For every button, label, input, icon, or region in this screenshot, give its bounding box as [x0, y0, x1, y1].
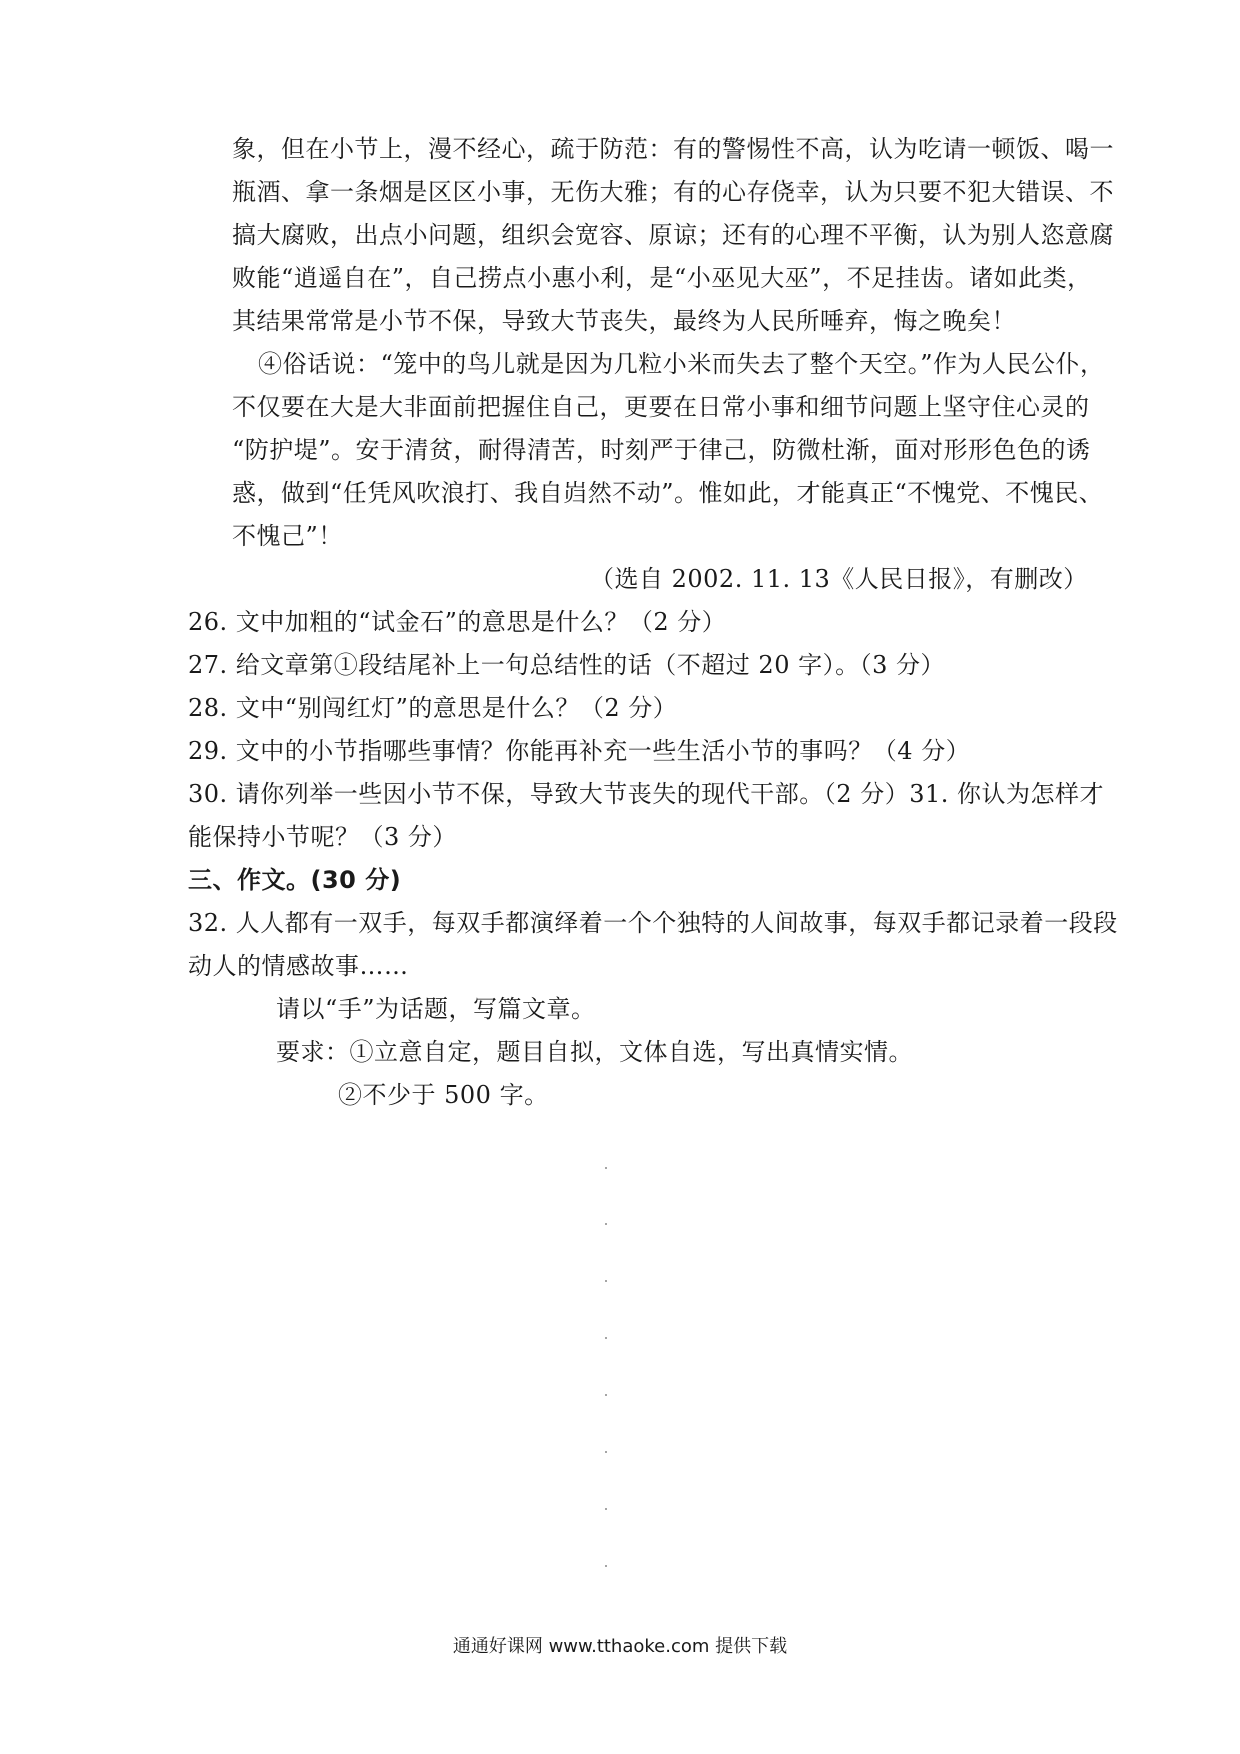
footer-credit: 通通好课网 www.tthaoke.com 提供下载 [452, 1636, 788, 1657]
question-28: 28. 文中“别闯红灯”的意思是什么？（2 分） [188, 694, 678, 722]
passage-source: （选自 2002. 11. 13《人民日报》，有删改） [590, 565, 1088, 593]
section-title: 三、作文。(30 分) [188, 866, 402, 894]
passage-line: 不仅要在大是大非面前把握住自己，更要在日常小事和细节问题上坚守住心灵的 [232, 393, 1090, 421]
scan-dot [605, 1565, 607, 1567]
question-29: 29. 文中的小节指哪些事情？你能再补充一些生活小节的事吗？（4 分） [188, 737, 971, 765]
scan-dot [605, 1451, 607, 1453]
passage-line: 惑，做到“任凭风吹浪打、我自岿然不动”。惟如此，才能真正“不愧党、不愧民、 [232, 479, 1104, 507]
scan-dot [605, 1394, 607, 1396]
passage-line: 不愧己”！ [232, 522, 343, 550]
passage-line: 败能“逍遥自在”，自己捞点小惠小利，是“小巫见大巫”，不足挂齿。诸如此类， [232, 264, 1092, 292]
question-30-31: 30. 请你列举一些因小节不保，导致大节丧失的现代干部。（2 分）31. 你认为怎样才 [188, 780, 1104, 808]
essay-topic: 请以“手”为话题，写篇文章。 [276, 995, 596, 1023]
scan-dot [605, 1280, 607, 1282]
scan-dot [605, 1167, 607, 1169]
passage-line: 搞大腐败，出点小问题，组织会宽容、原谅；还有的心理不平衡，认为别人恣意腐 [232, 221, 1114, 249]
essay-requirement-2: ②不少于 500 字。 [338, 1081, 549, 1109]
passage-line: 瓶酒、拿一条烟是区区小事，无伤大雅；有的心存侥幸，认为只要不犯大错误、不 [232, 178, 1114, 206]
essay-prompt-line: 动人的情感故事…… [188, 952, 409, 980]
scan-dot [605, 1223, 607, 1225]
question-31-cont: 能保持小节呢？（3 分） [188, 823, 457, 851]
passage-line: 象，但在小节上，漫不经心，疏于防范：有的警惕性不高，认为吃请一顿饭、喝一 [232, 135, 1114, 163]
passage-line: ④俗话说：“笼中的鸟儿就是因为几粒小米而失去了整个天空。”作为人民公仆， [258, 350, 1105, 378]
essay-requirement-1: 要求：①立意自定，题目自拟，文体自选，写出真情实情。 [276, 1038, 913, 1066]
passage-line: “防护堤”。安于清贫，耐得清苦，时刻严于律己，防微杜渐，面对形形色色的诱 [232, 436, 1091, 464]
scan-dot [605, 1337, 607, 1339]
passage-line: 其结果常常是小节不保，导致大节丧失，最终为人民所唾弃，悔之晚矣！ [232, 307, 1016, 335]
essay-prompt-line: 32. 人人都有一双手，每双手都演绎着一个个独特的人间故事，每双手都记录着一段段 [188, 909, 1118, 937]
question-27: 27. 给文章第①段结尾补上一句总结性的话（不超过 20 字）。（3 分） [188, 651, 945, 679]
question-26: 26. 文中加粗的“试金石”的意思是什么？（2 分） [188, 608, 727, 636]
scan-dot [605, 1508, 607, 1510]
